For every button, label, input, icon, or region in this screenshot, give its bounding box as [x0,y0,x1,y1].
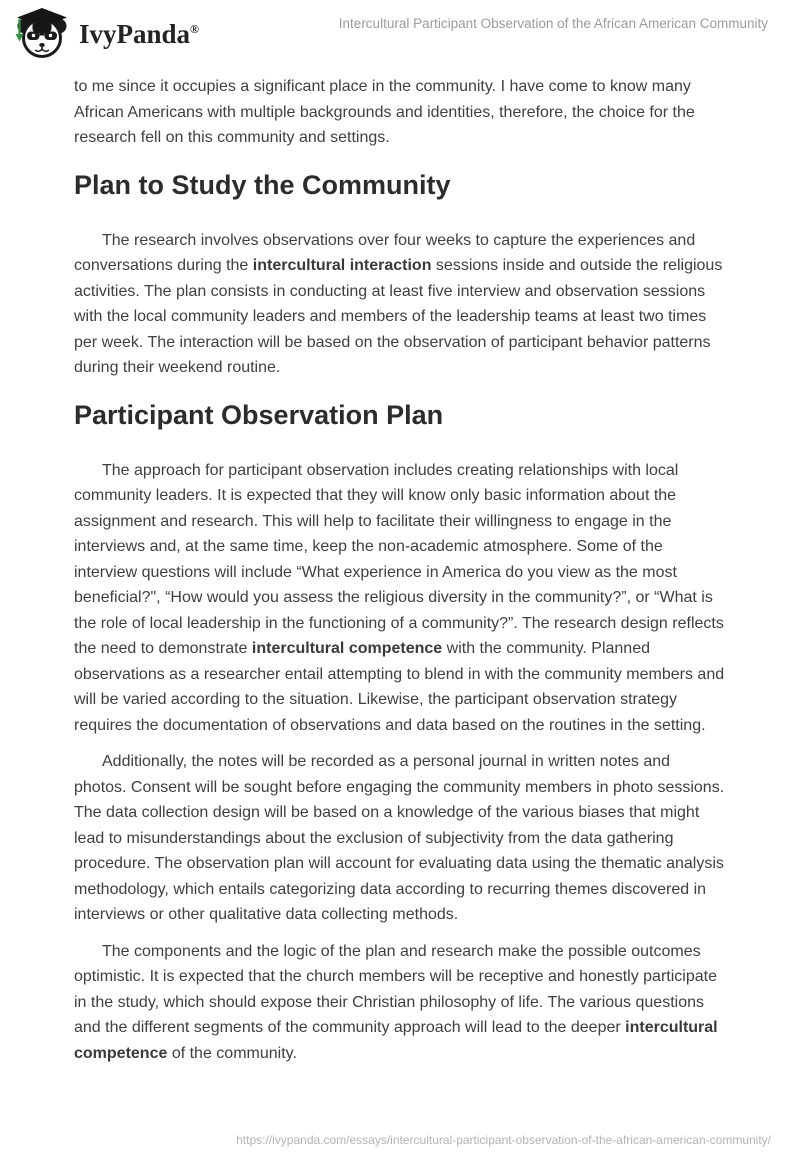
page-header [0,0,800,60]
paragraph: Additionally, the notes will be recorded as a personal journal in written notes and photos. Consent will be sought before engaging the community members in photo sessions. The data collection design will be based on a knowledge of the various biases that might lead to misunderstandings about the exclusion of subjectivity from the data gathering procedure. The observation plan will account for evaluating data using the thematic analysis methodology, which entails categorizing data according to recurring themes discovered in interviews or other qualitative data collecting methods. [74,753,725,923]
paragraph: The approach for participant observation includes creating relationships with local community leaders. It is expected that they will know only basic information about the assignment and research. This will help to facilitate their willingness to engage in the interviews and, at the same time, keep the non-academic atmosphere. Some of the interview questions will include “What experience in America do you view as the most beneficial?", “How would you assess the religious diversity in the community?”, or “What is the role of local leadership in the functioning of a community?”. The research design reflects the need to demonstrate intercultural competence with the community. Planned observations as a researcher entail attempting to blend in with the community members and will be varied according to the situation. Likewise, the participant observation strategy requires the documentation of observations and data based on the routines in the setting. [74,461,725,734]
paragraph: The research involves observations over four weeks to capture the experiences and conversations during the intercultural interaction sessions inside and outside the religious activities. The plan consists in conducting at least five interview and observation sessions with the local community leaders and members of the leadership teams at least two times per week. The interaction will be based on the observation of participant behavior patterns during their weekend routine. [74,231,723,376]
paragraph: to me since it occupies a significant place in the community. I have come to know many African Americans with multiple backgrounds and identities, therefore, the choice for the research fell on this community and settings. [74,78,695,146]
registered-mark: ® [190,21,200,36]
document-title: Intercultural Participant Observation of the African American Community [338,16,768,31]
section-heading: Plan to Study the Community [74,169,451,200]
brand [14,8,199,60]
ivypanda-panda-logo-icon [14,8,70,60]
paragraph: The components and the logic of the plan and research make the possible outcomes optimistic. It is expected that the church members will be receptive and honestly participate in the study, which should expose their Christian philosophy of life. The various questions and the different segments of the community approach will lead to the deeper intercultural competence of the community. [74,942,718,1062]
brand-name: IvyPanda® [79,18,200,49]
document-body [0,60,800,1066]
section-heading: Participant Observation Plan [74,399,444,430]
source-url: https://ivypanda.com/essays/intercultural-participant-observation-of-the-african-american-community/ [236,1133,771,1147]
